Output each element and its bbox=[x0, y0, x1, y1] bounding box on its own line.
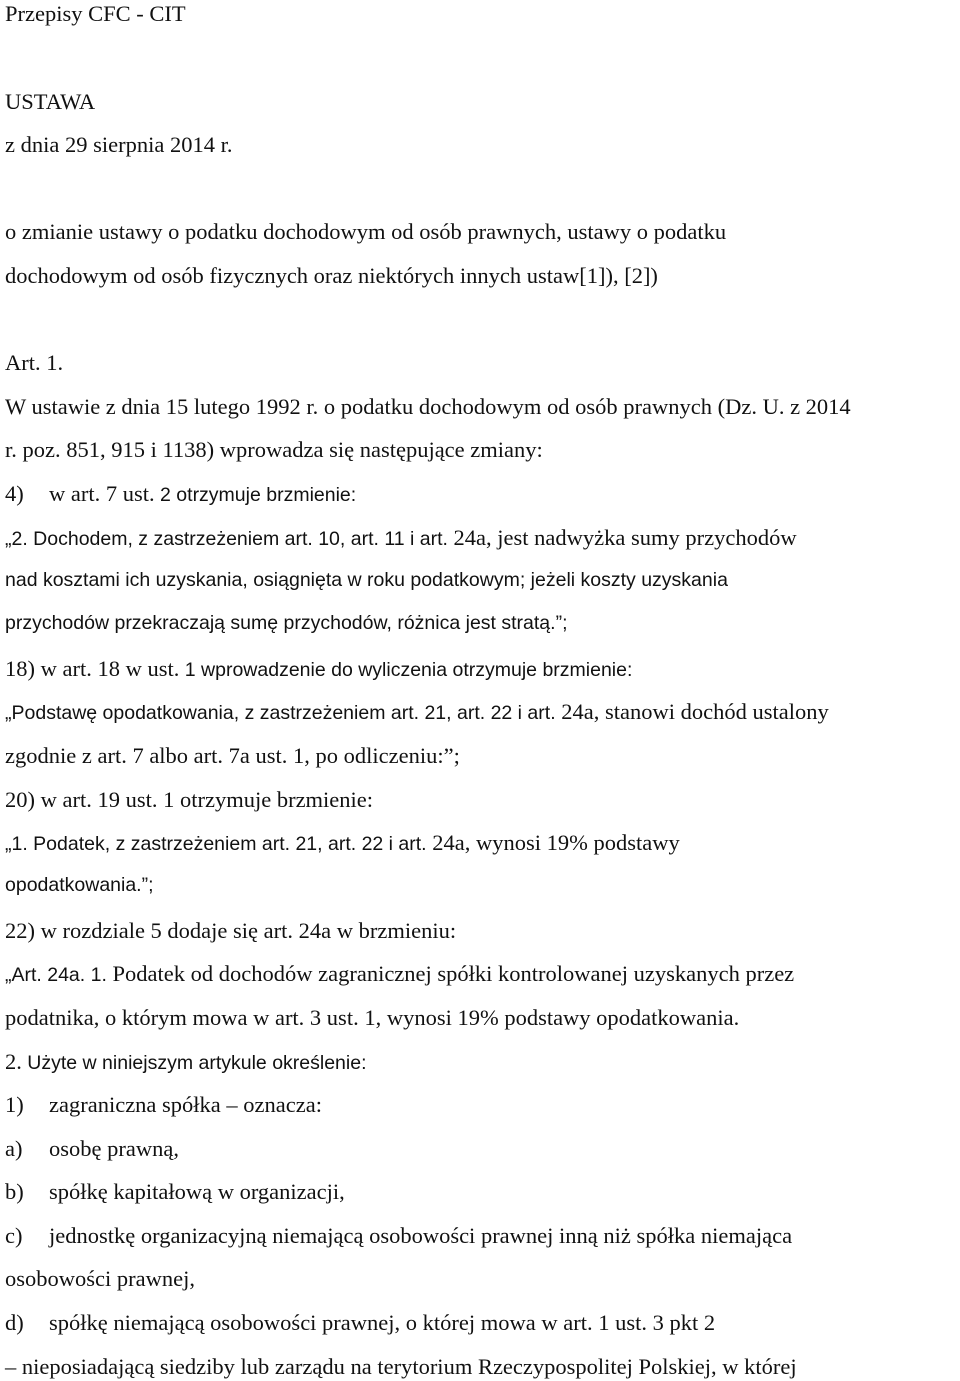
item-18-line-1-b: 1 wprowadzenie do wyliczenia otrzymuje brzmienie: bbox=[179, 659, 633, 681]
last-line: – nieposiadającą siedziby lub zarządu na terytorium Rzeczypospolitej Polskiej, w której bbox=[5, 1354, 797, 1379]
act-subject-line-1: o zmianie ustawy o podatku dochodowym od osób prawnych, ustawy o podatku bbox=[5, 219, 727, 244]
item-22-line-2-a: „Art. 24a. 1. bbox=[5, 964, 107, 986]
act-type: USTAWA bbox=[5, 89, 96, 114]
list-item bbox=[5, 1312, 715, 1335]
item-18-line-2 bbox=[5, 701, 829, 724]
item-20-line-2 bbox=[5, 832, 680, 855]
item-18-line-2-b: 24a, stanowi dochód ustalony bbox=[555, 699, 829, 724]
item-18-line-2-a: „Podstawę opodatkowania, z zastrzeżeniem art. 21, art. 22 i art. bbox=[5, 702, 556, 724]
act-subject-line-2: dochodowym od osób fizycznych oraz niektórych innych ustaw[1]), [2]) bbox=[5, 263, 658, 288]
item-18-line-1-a: 18) w art. 18 w ust. bbox=[5, 656, 180, 681]
list-item-number: b) bbox=[5, 1179, 24, 1204]
item-22-line-4-b: Użyte w niniejszym artykule określenie: bbox=[21, 1052, 367, 1074]
list-item-number: d) bbox=[5, 1310, 24, 1335]
list-item-text: spółkę niemającą osobowości prawnej, o której mowa w art. 1 ust. 3 pkt 2 bbox=[49, 1310, 716, 1335]
item-22-line-4-a: 2. bbox=[5, 1049, 22, 1074]
list-item-text: spółkę kapitałową w organizacji, bbox=[49, 1179, 345, 1204]
quote-2-line-1-a: „2. Dochodem, z zastrzeżeniem art. 10, art. 11 i art. bbox=[5, 528, 448, 550]
quote-2-line-2: nad kosztami ich uzyskania, osiągnięta w roku podatkowym; jeżeli koszty uzyskania bbox=[5, 569, 728, 591]
list-item-text: jednostkę organizacyjną niemającą osobowości prawnej inną niż spółka niemająca bbox=[49, 1223, 793, 1248]
intro-line-2: r. poz. 851, 915 i 1138) wprowadza się następujące zmiany: bbox=[5, 437, 543, 462]
act-date: z dnia 29 sierpnia 2014 r. bbox=[5, 132, 233, 157]
item-20-line-3: opodatkowania.”; bbox=[5, 874, 154, 896]
item-4-number: 4) bbox=[5, 481, 24, 506]
item-22-line-2 bbox=[5, 963, 794, 986]
intro-line-1: W ustawie z dnia 15 lutego 1992 r. o podatku dochodowym od osób prawnych (Dz. U. z 2014 bbox=[5, 394, 851, 419]
item-22-line-3: podatnika, o którym mowa w art. 3 ust. 1, wynosi 19% podstawy opodatkowania. bbox=[5, 1005, 740, 1030]
item-18-line-1 bbox=[5, 658, 632, 681]
item-22-line-2-b: Podatek od dochodów zagranicznej spółki kontrolowanej uzyskanych przez bbox=[106, 961, 795, 986]
article-heading: Art. 1. bbox=[5, 350, 64, 375]
item-18-line-3: zgodnie z art. 7 albo art. 7a ust. 1, po odliczeniu:”; bbox=[5, 743, 460, 768]
document-title: Przepisy CFC - CIT bbox=[5, 1, 186, 26]
item-20-line-2-a: „1. Podatek, z zastrzeżeniem art. 21, art. 22 i art. bbox=[5, 833, 427, 855]
list-item-number: a) bbox=[5, 1136, 23, 1161]
item-22-line-1: 22) w rozdziale 5 dodaje się art. 24a w brzmieniu: bbox=[5, 918, 457, 943]
item-4-text-b: 2 otrzymuje brzmienie: bbox=[154, 484, 357, 506]
quote-2-line-3: przychodów przekraczają sumę przychodów, różnica jest stratą.”; bbox=[5, 612, 568, 634]
quote-2-line-1-b: 24a, jest nadwyżka sumy przychodów bbox=[447, 525, 797, 550]
quote-2-line-1 bbox=[5, 527, 797, 550]
item-22-line-4 bbox=[5, 1051, 367, 1074]
list-item bbox=[5, 1138, 179, 1161]
list-item-continuation: osobowości prawnej, bbox=[5, 1266, 195, 1291]
list-item bbox=[5, 1181, 345, 1204]
item-4 bbox=[5, 483, 356, 506]
list-item-number: c) bbox=[5, 1223, 23, 1248]
list-item bbox=[5, 1225, 792, 1248]
list-item-text: zagraniczna spółka – oznacza: bbox=[49, 1092, 322, 1117]
item-20-line-1: 20) w art. 19 ust. 1 otrzymuje brzmienie: bbox=[5, 787, 374, 812]
list-item-text: osobę prawną, bbox=[49, 1136, 179, 1161]
item-4-text-a: w art. 7 ust. bbox=[49, 481, 155, 506]
item-20-line-2-b: 24a, wynosi 19% podstawy bbox=[426, 830, 680, 855]
list-item bbox=[5, 1094, 322, 1117]
list-item-number: 1) bbox=[5, 1092, 24, 1117]
